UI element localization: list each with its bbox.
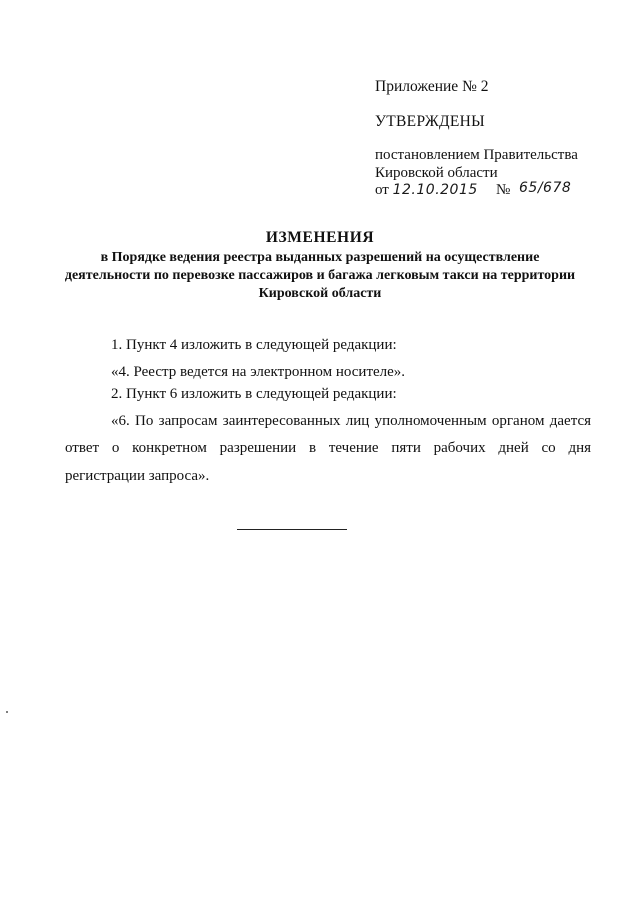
resolution-line-1: постановлением Правительства — [375, 147, 578, 163]
paragraph-4-line-3: регистрации запроса». — [65, 468, 210, 484]
paragraph-1: 1. Пункт 4 изложить в следующей редакции: — [111, 337, 397, 353]
paragraph-4-line-2: ответ о конкретном разрешении в течение пяти рабочих дней со дня — [65, 440, 591, 456]
resolution-line-2: Кировской области — [375, 165, 498, 181]
paragraph-4-line-1: «6. По запросам заинтересованных лиц уполномоченным органом дается — [111, 413, 591, 429]
appendix-label: Приложение № 2 — [375, 78, 489, 95]
approved-label: УТВЕРЖДЕНЫ — [375, 113, 485, 130]
document-heading: ИЗМЕНЕНИЯ — [265, 229, 375, 246]
handwritten-date: 12.10.2015 — [392, 182, 478, 198]
resolution-block — [375, 146, 578, 182]
number-label: № — [496, 182, 511, 198]
paragraph-2: «4. Реестр ведется на электронном носителе». — [111, 364, 406, 380]
date-label: от — [375, 182, 389, 198]
closing-rule — [237, 529, 347, 530]
date-row — [375, 182, 478, 199]
handwritten-number: 65/678 — [519, 180, 572, 196]
paragraph-3: 2. Пункт 6 изложить в следующей редакции: — [111, 386, 397, 402]
document-subheading: в Порядке ведения реестра выданных разрешений на осуществление деятельности по перевозке пассажиров и багажа легковым такси на территории Кировской области — [64, 250, 576, 301]
scan-speck — [6, 711, 8, 713]
